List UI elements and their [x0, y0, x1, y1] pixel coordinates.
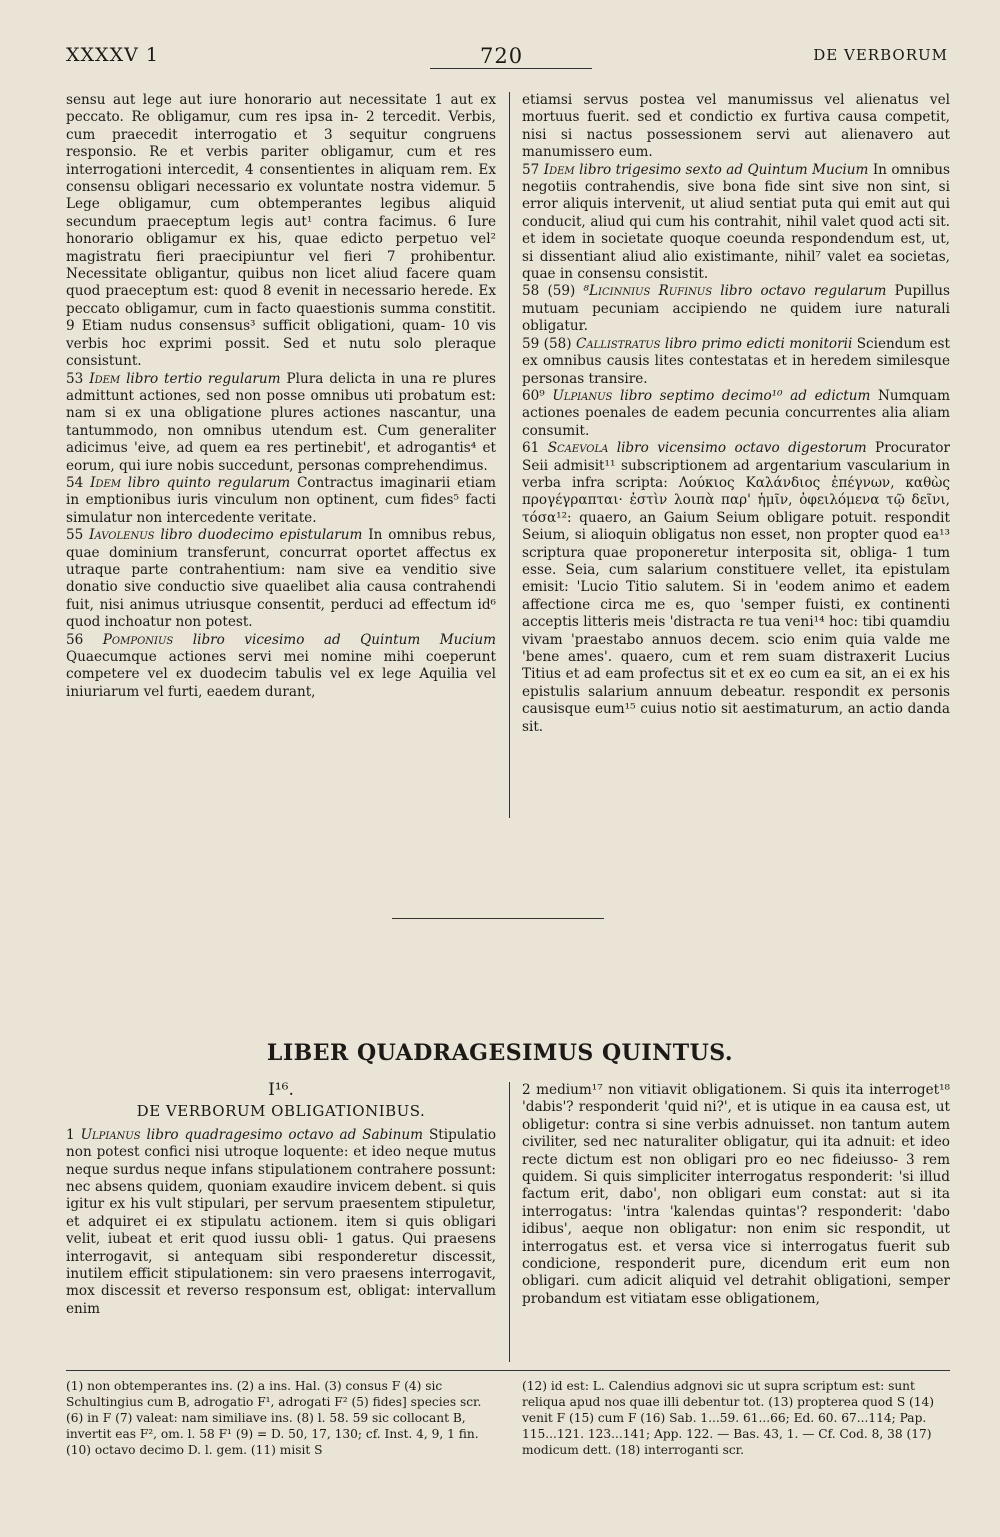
footnote-rule	[66, 1370, 950, 1371]
column-left-bottom	[66, 1082, 496, 1318]
fragment-source: libro octavo regularum	[720, 283, 887, 300]
fragment-text: Quaecumque actiones servi mei nomine mihi coeperunt competere vel ex duodecim tabulis vel ex lege Aquilia vel iniuriarum vel furti, eaedem durant,	[66, 649, 496, 700]
column-divider-top	[509, 92, 510, 818]
fragment-number: 1	[66, 1126, 75, 1143]
fragment-source: libro tertio regularum	[126, 370, 281, 387]
fragment-author: Iavolenus	[89, 527, 155, 544]
fragment-1	[66, 1127, 496, 1318]
fragment-author: ⁸Licinnius Rufinus	[583, 283, 713, 300]
footnotes-left: (1) non obtemperantes ins. (2) a ins. Hal. (3) consus F (4) sic Schultingius cum B, adrogatio F¹, adrogati F² (5) fides] species scr. (6) in F (7) valeat: nam similiave ins. (8) l. 58. 59 sic collocant B, invertit eas F², om. l. 58 F¹ (9) = D. 50, 17, 130; cf. Inst. 4, 9, 1 fin. (10) octavo decimo D. l. gem. (11) misit S	[66, 1379, 482, 1457]
running-head-right: DE VERBORUM	[813, 46, 948, 64]
fragment-author: Callistratus	[575, 335, 661, 352]
title-heading: DE VERBORUM OBLIGATIONIBUS.	[136, 1102, 426, 1121]
column-right-bottom	[522, 1082, 950, 1308]
title-number: I¹⁶.	[268, 1080, 294, 1100]
column-divider-bottom	[509, 1082, 510, 1362]
fragment-number: 54	[66, 474, 84, 491]
fragment-source: libro vicesimo ad Quintum Mucium	[192, 631, 496, 648]
footnotes-right: (12) id est: L. Calendius adgnovi sic ut supra scriptum est: sunt reliqua apud nos quae illi debentur tot. (13) propterea quod S (14) venit F (15) cum F (16) Sab. 1...59. 61...66; Ed. 60. 67...114; Pap. 115...121. 123...141; App. 122. — Bas. 43, 1. — Cf. Cod. 8, 38 (17) modicum dett. (18) interroganti scr.	[522, 1379, 935, 1457]
fragment-59	[522, 336, 950, 388]
fragment-number: 57	[522, 161, 540, 178]
fragment-source: libro quadragesimo octavo ad Sabinum	[146, 1126, 424, 1143]
fragment-source: libro trigesimo sexto ad Quintum Mucium	[579, 161, 869, 178]
running-head-left: XXXXV 1	[66, 44, 159, 66]
fragment-number: 53	[66, 370, 84, 387]
fragment-author: Pomponius	[102, 631, 174, 648]
fragment-60	[522, 388, 950, 440]
fragment-text: Stipulatio non potest confici nisi utroque loquente: et ideo neque mutus neque surdus neque infans stipulationem contrahere possunt: nec absens quidem, quoniam exaudire invicem debent. si quis igitur ex his vult stipulari, per servum praesentem stipuletur, et adquiret ei ex stipulatu actionem. item si quis obligari velit, iubeat et erit quod iussu obli- 1 gatus. Qui praesens interrogavit, si antequam sibi responderetur discessit, inutilem efficit stipulationem: sin vero praesens interrogavit, mox discessit et reverso responsum est, obligat: intervallum enim	[66, 1126, 497, 1317]
fragment-number: 61	[522, 440, 540, 457]
fragment-57	[522, 162, 950, 284]
fragment-author: Idem	[90, 474, 122, 491]
fragment-number: 59 (58)	[522, 335, 572, 352]
fragment-number: 55	[66, 527, 84, 544]
fragment-author: Ulpianus	[80, 1126, 141, 1143]
fragment-source: libro duodecimo epistularum	[160, 527, 363, 544]
fragment-source: libro vicensimo octavo digestorum	[616, 440, 867, 457]
fragment-author: Scaevola	[547, 440, 609, 457]
fragment-text: Contractus imaginarii etiam in emptionibus iuris vinculum non optinent, cum fides⁵ facti simulatur non intercedente veritate.	[66, 474, 496, 526]
column-right-top	[522, 92, 950, 736]
fragment-number: 60⁹	[522, 387, 545, 404]
fragment-56	[66, 632, 496, 702]
fragment-text: Pupillus mutuam pecuniam accipiendo ne quidem iure naturali obligatur.	[522, 283, 951, 335]
fragment-61	[522, 440, 950, 736]
fragment-text: In omnibus rebus, quae dominium transferunt, concurrat oportet affectus ex utraque parte contrahentium: nam sive ea venditio sive donatio sive conductio sive quaelibet alia causa contrahendi fuit, nisi animus utriusque consentit, perduci ad effectum id⁶ quod inchoatur non potest.	[66, 527, 497, 631]
section-rule	[392, 918, 604, 919]
fragment-text: Sciendum est ex omnibus causis lites contestatas et in heredem similesque personas transire.	[522, 335, 950, 387]
column-left-top	[66, 92, 496, 701]
fragment-54	[66, 475, 496, 527]
fragment-author: Idem	[89, 370, 121, 387]
fragment-52-text: sensu aut lege aut iure honorario aut necessitate 1 aut ex peccato. Re obligamur, cum res ipsa in- 2 tercedit. Verbis, cum praecedit interrogatio et 3 sequitur congruens responsio. Re et verbis pariter obligamur, cum et res interrogationi intercedit, 4 consentientes in aliquam rem. Ex consensu obligari necessario ex voluntate nostra videmur. 5 Lege obligamur, cum obtemperantes legibus aliquid secundum praeceptum legis aut¹ contra facimus. 6 Iure honorario obligamur ex his, quae edicto perpetuo vel² magistratu fieri praecipiuntur vel fieri 7 prohibentur. Necessitate obligantur, quibus non licet aliud facere quam quod praeceptum est: quod 8 evenit in necessario herede. Ex peccato obligamur, cum in facto quaestionis summa constitit. 9 Etiam nudus consensus³ sufficit obligationi, quam- 10 vis verbis hoc exprimi possit. Sed et nutu solo pleraque consistunt.	[66, 92, 496, 370]
fragment-author: Ulpianus	[552, 387, 613, 404]
header-rule	[430, 68, 592, 69]
fragment-source: libro septimo decimo¹⁰ ad edictum	[620, 387, 871, 404]
page-number: 720	[480, 44, 524, 68]
book-title: LIBER QUADRAGESIMUS QUINTUS.	[266, 1040, 734, 1066]
fragment-number: 56	[66, 631, 84, 648]
fragment-1-continued: 2 medium¹⁷ non vitiavit obligationem. Si quis ita interroget¹⁸ 'dabis'? responderit 'quid ni?', et is utique in ea causa est, ut obligetur: contra si sine verbis adnuisset. non tantum autem civiliter, sed nec naturaliter obligatur, qui ita adnuit: et ideo recte dictum est non obligari pro eo nec fideiusso- 3 rem quidem. Si quis simpliciter interrogatus responderit: 'si illud factum erit, dabo', non obligari eum constat: aut si ita interrogatus: 'intra 'kalendas quintas'? responderit: 'dabo idibus', aeque non obligatur: non enim sic respondit, ut interrogatus est. et versa vice si interrogatus fuerit sub condicione, responderit pure, dicendum erit eum non obligari. cum adicit aliquid vel detrahit obligationi, semper probandum est vitiatam esse obligationem,	[522, 1082, 950, 1307]
fragment-text: In omnibus negotiis contrahendis, sive bona fide sint sive non sint, si error aliquis intervenit, ut aliud sentiat puta qui emit aut qui conducit, aliud qui cum his contrahit, nihil valet quod acti sit. et idem in societate quoque coeunda respondendum est, ut, si dissentiant aliud alio existimante, nihil⁷ valet ea societas, quae in consensu consistit.	[522, 161, 950, 283]
fragment-number: 58 (59)	[522, 283, 576, 300]
fragment-author: Idem	[543, 161, 575, 178]
fragment-58	[522, 283, 950, 335]
fragment-source: libro quinto regularum	[127, 474, 291, 491]
fragment-53	[66, 371, 496, 475]
fragment-source: libro primo edicti monitorii	[664, 335, 853, 352]
fragment-55	[66, 527, 496, 631]
fragment-text: Plura delicta in una re plures admittunt actiones, sed non posse omnibus uti probatum est: nam si ex una obligatione plures actiones nascantur, una tantummodo, non omnibus utendum est. Cum generaliter adicimus 'eive, ad quem ea res pertinebit', et adrogantis⁴ et eorum, qui iure nobis succedunt, personas comprehendimus.	[66, 370, 496, 474]
fragment-text: Numquam actiones poenales de eadem pecunia concurrentes alia aliam consumit.	[522, 387, 950, 439]
fragment-56-continued: etiamsi servus postea vel manumissus vel alienatus vel mortuus fuerit. sed et condictio ex furtiva causa competit, nisi si nactus possessionem servi aut alienavero aut manumissero eum.	[522, 92, 950, 161]
fragment-text: Procurator Seii admisit¹¹ subscriptionem ad argentarium vascularium in verba infra scripta: Λούκιος Καλάνδιος ἐπέγνων, καθὼς προγέγραπται· ἐστὶν λοιπὰ παρ' ἡμῖν, ὀφειλόμενα τῷ δεῖνι, τόσα¹²: quaero, an Gaium Seium obligare potuit. respondit Seium, si alioquin obligatus non esset, non propter quod ea¹³ scriptura quae proponeretur interposita sit, obliga- 1 tum esse. Seia, cum salarium constituere vellet, ita epistulam emisit: 'Lucio Titio salutem. Si in 'eodem animo et eadem affectione circa me es, quo 'semper fuisti, ex continenti acceptis litteris meis 'distracta re tua veni¹⁴ hoc: tibi quamdiu vivam 'praestabo annuos decem. scio enim quia valde me 'bene ames'. quaero, cum et rem suam distraxerit Lucius Titius et ad eam profectus sit et ex eo cum ea sit, an ei ex his epistulis salarium annuum debeatur. respondit ex personis causisque eum¹⁵ cuius notio sit aestimaturum, an actio danda sit.	[522, 440, 950, 735]
